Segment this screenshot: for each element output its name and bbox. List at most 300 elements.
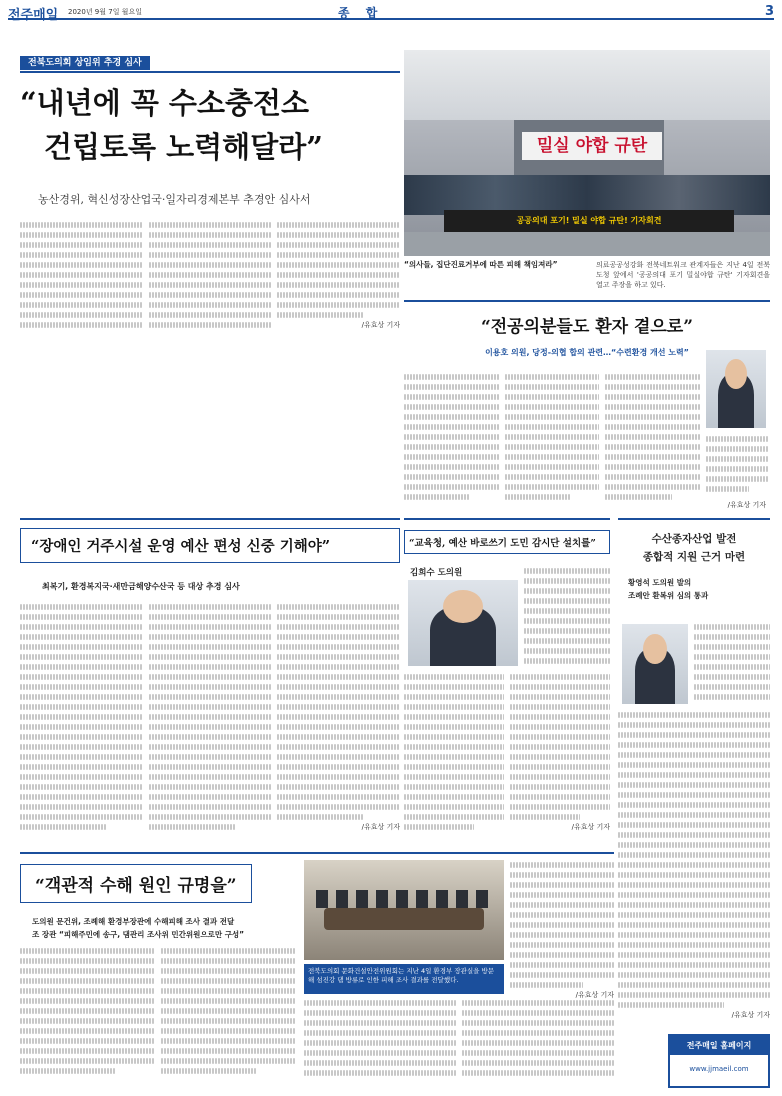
- text-line: [20, 968, 155, 974]
- text-line: [149, 824, 235, 830]
- text-line: [20, 744, 143, 750]
- text-line: [20, 322, 143, 328]
- issue-date: 2020년 9월 7일 월요일: [68, 8, 142, 16]
- photo-caption-title: “의사들, 집단진료거부에 따른 피해 책임져라”: [404, 260, 558, 269]
- kicker-rule: [20, 71, 400, 73]
- text-line: [618, 882, 770, 888]
- text-line: [161, 958, 296, 964]
- text-line: [404, 484, 499, 490]
- text-line: [20, 958, 155, 964]
- text-line: [605, 374, 700, 380]
- body-columns: [404, 372, 700, 502]
- text-line: [510, 744, 610, 750]
- subheadline-line2: 조례안 환복위 심의 통과: [628, 591, 709, 600]
- text-line: [404, 424, 499, 430]
- text-line: [510, 872, 614, 878]
- text-line: [462, 1020, 614, 1026]
- text-line: [304, 1060, 456, 1066]
- text-line: [618, 802, 770, 808]
- subheadline: 농산경위, 혁신성장산업국·일자리경제본부 추경안 심사서: [38, 193, 311, 206]
- text-line: [605, 484, 700, 490]
- text-line: [149, 784, 272, 790]
- text-line: [161, 1058, 296, 1064]
- body-columns: [404, 672, 610, 832]
- text-line: [694, 694, 770, 700]
- text-line: [694, 684, 770, 690]
- text-line: [20, 262, 143, 268]
- text-line: [277, 774, 400, 780]
- text-line: [149, 804, 272, 810]
- text-line: [149, 644, 272, 650]
- text-line: [277, 764, 400, 770]
- text-line: [605, 464, 700, 470]
- text-line: [524, 588, 610, 594]
- text-line: [694, 634, 770, 640]
- text-line: [149, 654, 272, 660]
- body-column: [277, 220, 400, 338]
- text-line: [510, 892, 614, 898]
- text-line: [404, 694, 504, 700]
- text-line: [20, 988, 155, 994]
- promo-url[interactable]: www.jjmaeil.com: [689, 1065, 749, 1073]
- text-line: [462, 1050, 614, 1056]
- text-line: [20, 674, 143, 680]
- text-line: [277, 634, 400, 640]
- text-line: [510, 962, 614, 968]
- homepage-promo[interactable]: [668, 1034, 770, 1088]
- text-line: [618, 1002, 724, 1008]
- text-line: [524, 618, 610, 624]
- text-line: [149, 774, 272, 780]
- text-line: [510, 932, 614, 938]
- text-line: [149, 704, 272, 710]
- text-line: [505, 494, 571, 500]
- text-line: [304, 1010, 456, 1016]
- text-line: [524, 648, 610, 654]
- text-line: [277, 654, 400, 660]
- text-line: [20, 714, 143, 720]
- text-line: [149, 814, 272, 820]
- text-line: [524, 598, 610, 604]
- text-line: [277, 252, 400, 258]
- text-line: [618, 742, 770, 748]
- body-column: [706, 434, 768, 494]
- subheadline-line2: 조 장관 “피해주민에 송구, 댐관리 조사위 민간위원으로만 구성”: [32, 930, 245, 939]
- text-line: [20, 998, 155, 1004]
- text-line: [505, 384, 600, 390]
- text-line: [706, 486, 749, 492]
- text-line: [161, 998, 296, 1004]
- text-line: [404, 724, 504, 730]
- text-line: [694, 644, 770, 650]
- text-line: [605, 384, 700, 390]
- headline-line1: 수산종자산업 발전: [651, 533, 737, 545]
- text-line: [510, 784, 610, 790]
- text-line: [404, 824, 474, 830]
- portrait-photo: [622, 624, 688, 704]
- text-line: [149, 302, 272, 308]
- text-line: [277, 624, 400, 630]
- text-line: [618, 782, 770, 788]
- text-line: [404, 444, 499, 450]
- text-line: [20, 252, 143, 258]
- masthead: [8, 4, 774, 23]
- text-line: [618, 812, 770, 818]
- text-line: [149, 764, 272, 770]
- text-line: [404, 454, 499, 460]
- text-line: [20, 312, 143, 318]
- text-line: [20, 282, 143, 288]
- text-line: [277, 794, 400, 800]
- portrait-photo: [706, 350, 766, 428]
- protesters: [404, 175, 770, 215]
- text-line: [618, 722, 770, 728]
- text-line: [618, 972, 770, 978]
- text-line: [149, 634, 272, 640]
- text-line: [524, 568, 610, 574]
- subheadline-line1: 도의원 문건위, 조례해 환경부장관에 수해피해 조사 결과 전달: [32, 917, 235, 926]
- body-column: [510, 860, 614, 1000]
- text-line: [277, 684, 400, 690]
- text-line: [618, 822, 770, 828]
- text-line: [277, 754, 400, 760]
- text-line: [149, 222, 272, 228]
- text-line: [618, 732, 770, 738]
- text-line: [605, 414, 700, 420]
- text-line: [618, 772, 770, 778]
- text-line: [510, 912, 614, 918]
- article-flood-damage: [20, 852, 614, 1088]
- text-line: [510, 902, 614, 908]
- text-line: [304, 1070, 456, 1076]
- text-line: [149, 674, 272, 680]
- headline: [20, 81, 400, 169]
- text-line: [149, 684, 272, 690]
- text-line: [149, 262, 272, 268]
- meeting-attendees: [316, 890, 492, 908]
- text-line: [161, 948, 296, 954]
- text-line: [605, 434, 700, 440]
- subheadline-line1: 황영석 도의원 발의: [628, 578, 692, 587]
- text-line: [20, 614, 143, 620]
- text-line: [149, 272, 272, 278]
- text-line: [404, 704, 504, 710]
- body-column: [524, 566, 610, 666]
- text-line: [277, 674, 400, 680]
- body-column: [20, 220, 143, 338]
- text-line: [20, 604, 143, 610]
- subheadline: 최복기, 환경복지국·새만금해양수산국 등 대상 추경 심사: [42, 582, 240, 591]
- text-line: [277, 814, 363, 820]
- text-line: [277, 262, 400, 268]
- text-line: [404, 754, 504, 760]
- text-line: [20, 814, 143, 820]
- text-line: [161, 1048, 296, 1054]
- text-line: [618, 892, 770, 898]
- text-line: [20, 232, 143, 238]
- text-line: [149, 322, 272, 328]
- protest-banner: 밀실 야합 규탄: [522, 132, 662, 160]
- text-line: [618, 992, 770, 998]
- text-line: [149, 242, 272, 248]
- text-line: [510, 794, 610, 800]
- text-line: [618, 902, 770, 908]
- text-line: [149, 614, 272, 620]
- text-line: [462, 1010, 614, 1016]
- subheadline: [618, 576, 770, 602]
- meeting-photo: [304, 860, 504, 960]
- text-line: [277, 614, 400, 620]
- subheadline: 김희수 도의원: [410, 568, 463, 578]
- byline: /유효상 기자: [361, 823, 401, 831]
- text-line: [149, 282, 272, 288]
- text-line: [505, 444, 600, 450]
- text-line: [277, 292, 400, 298]
- text-line: [161, 1068, 256, 1074]
- text-line: [618, 842, 770, 848]
- text-line: [404, 784, 504, 790]
- protest-photo: [404, 50, 770, 256]
- text-line: [694, 674, 770, 680]
- text-line: [404, 414, 499, 420]
- text-line: [462, 1060, 614, 1066]
- text-line: [524, 638, 610, 644]
- text-line: [304, 1020, 456, 1026]
- article-kicker: 전북도의회 상임위 추경 심사: [20, 56, 150, 70]
- text-line: [20, 948, 155, 954]
- text-line: [20, 1018, 155, 1024]
- text-line: [20, 1058, 155, 1064]
- text-line: [20, 734, 143, 740]
- text-line: [20, 754, 143, 760]
- text-line: [404, 744, 504, 750]
- text-line: [20, 1008, 155, 1014]
- text-line: [510, 882, 614, 888]
- portrait-photo: [408, 580, 518, 666]
- text-line: [404, 394, 499, 400]
- text-line: [20, 1038, 155, 1044]
- text-line: [510, 754, 610, 760]
- text-line: [524, 628, 610, 634]
- headline: “장애인 거주시설 운영 예산 편성 신중 기해야”: [20, 528, 400, 563]
- text-line: [20, 704, 143, 710]
- text-line: [510, 774, 610, 780]
- text-line: [605, 474, 700, 480]
- text-line: [161, 1018, 296, 1024]
- text-line: [618, 942, 770, 948]
- byline: /유효상 기자: [571, 823, 610, 831]
- text-line: [149, 724, 272, 730]
- article-hydrogen: [20, 50, 400, 207]
- text-line: [462, 1040, 614, 1046]
- text-line: [149, 664, 272, 670]
- text-line: [510, 862, 614, 868]
- text-line: [618, 712, 770, 718]
- text-line: [505, 464, 600, 470]
- text-line: [277, 804, 400, 810]
- text-line: [20, 784, 143, 790]
- text-line: [20, 664, 143, 670]
- text-line: [149, 604, 272, 610]
- text-line: [605, 424, 700, 430]
- text-line: [618, 982, 770, 988]
- text-line: [161, 978, 296, 984]
- text-line: [510, 764, 610, 770]
- text-line: [618, 962, 770, 968]
- text-line: [20, 774, 143, 780]
- text-line: [605, 404, 700, 410]
- text-line: [20, 824, 106, 830]
- headline: “교육청, 예산 바로쓰기 도민 감시단 설치를”: [404, 530, 610, 554]
- text-line: [277, 222, 400, 228]
- promo-title: 전주매일 홈페이지: [670, 1036, 768, 1055]
- text-line: [149, 714, 272, 720]
- text-line: [618, 862, 770, 868]
- text-line: [510, 942, 614, 948]
- text-line: [505, 414, 600, 420]
- text-line: [706, 456, 768, 462]
- meeting-table: [324, 908, 484, 930]
- text-line: [694, 624, 770, 630]
- text-line: [505, 404, 600, 410]
- byline: /유효상 기자: [731, 1011, 770, 1019]
- text-line: [149, 252, 272, 258]
- text-line: [20, 222, 143, 228]
- text-line: [20, 694, 143, 700]
- text-line: [510, 922, 614, 928]
- text-line: [404, 734, 504, 740]
- text-line: [277, 644, 400, 650]
- body-columns: [20, 602, 400, 832]
- text-line: [510, 734, 610, 740]
- text-line: [505, 394, 600, 400]
- text-line: [404, 684, 504, 690]
- text-line: [277, 724, 400, 730]
- headline-line2: 종합적 지원 근거 마련: [642, 551, 746, 563]
- text-line: [618, 952, 770, 958]
- text-line: [277, 694, 400, 700]
- text-line: [277, 784, 400, 790]
- text-line: [404, 384, 499, 390]
- text-line: [694, 664, 770, 670]
- article-fisheries: [618, 518, 770, 1028]
- text-line: [149, 694, 272, 700]
- text-line: [20, 634, 143, 640]
- text-line: [20, 804, 143, 810]
- text-line: [618, 832, 770, 838]
- text-line: [706, 446, 768, 452]
- text-line: [618, 912, 770, 918]
- text-line: [277, 734, 400, 740]
- text-line: [510, 714, 610, 720]
- text-line: [505, 424, 600, 430]
- text-line: [404, 814, 504, 820]
- body-column: [694, 622, 770, 702]
- body-columns: [20, 946, 296, 1076]
- byline: /유효상 기자: [727, 501, 766, 509]
- text-line: [404, 474, 499, 480]
- text-line: [510, 982, 583, 988]
- text-line: [510, 684, 610, 690]
- text-line: [505, 454, 600, 460]
- body-column: [618, 710, 770, 1020]
- plaza: [404, 232, 770, 256]
- text-line: [605, 454, 700, 460]
- text-line: [510, 694, 610, 700]
- text-line: [20, 624, 143, 630]
- text-line: [277, 232, 400, 238]
- text-line: [149, 624, 272, 630]
- text-line: [149, 312, 272, 318]
- text-line: [161, 1028, 296, 1034]
- text-line: [706, 436, 768, 442]
- paper-name: 전주매일: [8, 8, 59, 23]
- photo-caption: 전북도의회 문화건설안전위원회는 지난 4일 환경부 장관실을 방문해 섬진강 댐 방류로 인한 피해 조사 결과를 전달했다.: [304, 964, 504, 994]
- text-line: [161, 988, 296, 994]
- text-line: [510, 724, 610, 730]
- text-line: [404, 774, 504, 780]
- text-line: [20, 978, 155, 984]
- text-line: [618, 792, 770, 798]
- text-line: [462, 1030, 614, 1036]
- text-line: [510, 814, 580, 820]
- text-line: [149, 232, 272, 238]
- text-line: [149, 734, 272, 740]
- text-line: [618, 922, 770, 928]
- text-line: [462, 1070, 614, 1076]
- text-line: [404, 674, 504, 680]
- text-line: [20, 1028, 155, 1034]
- text-line: [304, 1050, 456, 1056]
- text-line: [694, 654, 770, 660]
- text-line: [404, 494, 470, 500]
- text-line: [161, 1008, 296, 1014]
- text-line: [304, 1030, 456, 1036]
- protest-sign: 공공의대 포기! 밀실 야합 규탄! 기자회견: [444, 210, 734, 232]
- text-line: [277, 714, 400, 720]
- text-line: [20, 242, 143, 248]
- text-line: [304, 1040, 456, 1046]
- text-line: [149, 292, 272, 298]
- text-line: [20, 644, 143, 650]
- body-column: [149, 220, 272, 338]
- photo-caption: 의료공공성강화 전북네트워크 관계자들은 지난 4일 전북도청 앞에서 '공공의대 포기 밀실야합 규탄' 기자회견을 열고 주장을 하고 있다.: [596, 261, 770, 289]
- subheadline: 이용호 의원, 당정-의협 합의 관련…“수련환경 개선 노력”: [485, 348, 689, 357]
- text-line: [404, 714, 504, 720]
- text-line: [605, 494, 671, 500]
- text-line: [706, 476, 768, 482]
- text-line: [404, 374, 499, 380]
- text-line: [605, 394, 700, 400]
- article-education-budget: [404, 518, 610, 848]
- text-line: [505, 474, 600, 480]
- text-line: [277, 272, 400, 278]
- text-line: [510, 972, 614, 978]
- text-line: [505, 484, 600, 490]
- text-line: [277, 302, 400, 308]
- article-hydrogen-body: [20, 220, 400, 338]
- text-line: [20, 764, 143, 770]
- text-line: [505, 434, 600, 440]
- text-line: [462, 1000, 614, 1006]
- section-name: 종 합: [338, 6, 384, 20]
- byline: /유효상 기자: [361, 321, 401, 329]
- text-line: [20, 1068, 115, 1074]
- text-line: [149, 754, 272, 760]
- text-line: [277, 704, 400, 710]
- article-disabled-facility: [20, 518, 400, 848]
- text-line: [524, 608, 610, 614]
